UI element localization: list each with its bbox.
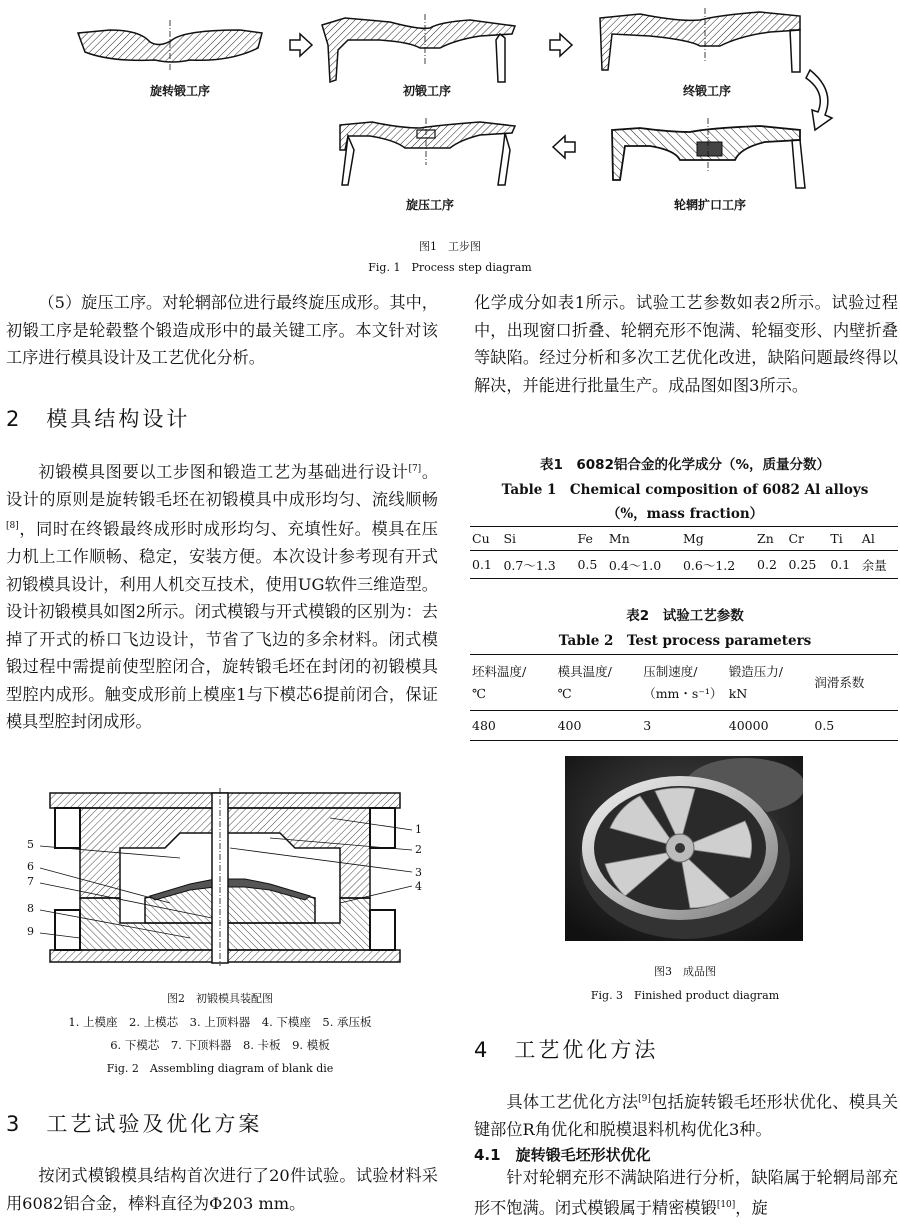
fig1-caption-cn: 图1 工步图 bbox=[419, 240, 481, 253]
step-final-forging-shape bbox=[600, 8, 800, 72]
table-header-cell: Mn bbox=[608, 531, 630, 546]
para-optimization-methods: 具体工艺优化方法[9]包括旋转锻毛坯形状优化、模具关键部位R角优化和脱模退料机构优化3种。 bbox=[474, 1092, 899, 1139]
para-trial: 按闭式模锻模具结构首次进行了20件试验。试验材料采用6082铝合金，棒料直径为Φ203 mm。 bbox=[6, 1166, 438, 1213]
step-label-final-forging: 终锻工序 bbox=[682, 84, 731, 98]
table-cell: 0.2 bbox=[757, 557, 777, 572]
fig3-caption-en: Fig. 3 Finished product diagram bbox=[590, 989, 780, 1002]
table-cell: 0.1 bbox=[830, 557, 851, 572]
step-spin-forging-shape bbox=[78, 20, 262, 72]
table-cell: 480 bbox=[472, 718, 496, 733]
fig2-part-number-9: 9 bbox=[27, 925, 34, 938]
para-trial-continued: 化学成分如表1所示。试验工艺参数如表2所示。试验过程中，出现窗口折叠、轮辋充形不饱满、轮辐变形、内壁折叠等缺陷。经过分析和多次工艺优化改进，缺陷问题最终得以解决，并能进行批量生产。成品图如图3所示。 bbox=[474, 293, 898, 395]
table-cell: 0.5 bbox=[814, 718, 835, 733]
table-cell: 0.4～1.0 bbox=[608, 557, 662, 573]
table-header-cell: Cr bbox=[788, 531, 804, 546]
table-cell: 0.1 bbox=[472, 557, 492, 572]
step-preforging-shape bbox=[322, 14, 515, 82]
table2-caption-en: Table 2 Test process parameters bbox=[558, 633, 812, 649]
fig3-caption-cn: 图3 成品图 bbox=[654, 965, 716, 978]
step-rim-flaring-shape bbox=[612, 118, 805, 188]
table1-composition bbox=[470, 526, 898, 579]
step-label-spinning: 旋压工序 bbox=[405, 198, 454, 212]
fig2-part-number-5: 5 bbox=[27, 838, 34, 851]
table-header-cell: Fe bbox=[577, 531, 593, 546]
step-spinning-shape bbox=[340, 118, 515, 185]
table-cell: 0.6～1.2 bbox=[682, 557, 736, 573]
fig2-die-assembly-drawing bbox=[40, 788, 440, 968]
table1-caption-en: Table 1 Chemical composition of 6082 Al alloys bbox=[501, 482, 869, 498]
table-cell: 0.5 bbox=[577, 557, 598, 572]
table-header-cell: Zn bbox=[757, 531, 774, 546]
table1-caption-cn: 表1 6082铝合金的化学成分（%，质量分数） bbox=[540, 457, 830, 473]
table-cell: 余量 bbox=[861, 557, 887, 573]
table-row bbox=[470, 527, 898, 551]
para-spinning-step: （5）旋压工序。对轮辋部位进行最终旋压成形。其中，初锻工序是轮毂整个锻造成形中的最关键工序。本文针对该工序进行模具设计及工艺优化分析。 bbox=[6, 293, 438, 367]
table-header-cell: Si bbox=[503, 531, 516, 546]
table-header-cell: Al bbox=[861, 531, 875, 546]
fig2-part-number-8: 8 bbox=[27, 902, 34, 915]
table2-process-parameters bbox=[470, 654, 898, 741]
fig2-part-number-4: 4 bbox=[415, 880, 422, 893]
table-header-cell: 润滑系数 bbox=[814, 674, 865, 690]
section-4-title: 4 工艺优化方法 bbox=[474, 1038, 659, 1062]
fig2-part-number-2: 2 bbox=[415, 843, 422, 856]
fig2-caption-cn: 图2 初锻模具装配图 bbox=[167, 992, 273, 1005]
fig2-legend-line-1: 1. 上模座 2. 上模芯 3. 上顶料器 4. 下模座 5. 承压板 bbox=[68, 1015, 372, 1029]
table-header-cell: 压制速度/ （mm・s⁻¹） bbox=[643, 663, 723, 701]
step-label-preforging: 初锻工序 bbox=[402, 84, 451, 98]
table-row bbox=[470, 551, 898, 579]
section-3-title: 3 工艺试验及优化方案 bbox=[6, 1112, 263, 1136]
table-header-cell: Cu bbox=[472, 531, 490, 546]
table-header-cell: 坯料温度/ ℃ bbox=[472, 663, 527, 701]
table-header-cell: 模具温度/ ℃ bbox=[557, 663, 612, 701]
table-cell: 0.25 bbox=[788, 557, 817, 572]
table-row bbox=[470, 711, 898, 741]
table-header-cell: Mg bbox=[682, 531, 704, 546]
fig1-drawing bbox=[0, 0, 900, 225]
subsection-4-1-title: 4.1 旋转锻毛坯形状优化 bbox=[474, 1146, 651, 1164]
step-label-spin-forging: 旋转锻工序 bbox=[149, 84, 210, 98]
table-header-cell: Ti bbox=[830, 531, 843, 546]
para-die-design: 初锻模具图要以工步图和锻造工艺为基础进行设计[7]。设计的原则是旋转锻毛坯在初锻模具中成形均匀、流线顺畅[8]，同时在终锻最终成形时成形均匀、充填性好。模具在压力机上工作顺畅、稳定，安装方便。本次设计参考现有开式初锻模具设计，利用人机交互技术，使用UG软件三维造型。设计初锻模具如图2所示。闭式模锻与开式模锻的区别为：去掉了开式的桥口飞边设计，节省了飞边的多余材料。闭式模锻过程中需提前使型腔闭合，旋转锻毛坯在封闭的初锻模具型腔内成形。触变成形前上模座1与下模芯6提前闭合，保证模具型腔封闭成形。 bbox=[6, 462, 439, 732]
table-cell: 0.7～1.3 bbox=[503, 557, 556, 573]
table-cell: 400 bbox=[557, 718, 582, 733]
fig2-part-number-6: 6 bbox=[27, 860, 34, 873]
fig2-part-number-3: 3 bbox=[415, 866, 422, 879]
table-row bbox=[470, 655, 898, 711]
fig3-finished-wheel-photo bbox=[565, 756, 803, 941]
fig2-legend-line-2: 6. 下模芯 7. 下顶料器 8. 卡板 9. 模板 bbox=[110, 1038, 330, 1052]
fig2-part-number-1: 1 bbox=[415, 823, 422, 836]
section-2-title: 2 模具结构设计 bbox=[6, 407, 191, 431]
table2-caption-cn: 表2 试验工艺参数 bbox=[626, 608, 744, 624]
table-cell: 40000 bbox=[728, 718, 769, 733]
table-cell: 3 bbox=[643, 718, 652, 733]
table1-caption-en-unit: （%，mass fraction） bbox=[606, 506, 764, 522]
fig2-part-number-7: 7 bbox=[27, 875, 34, 888]
fig1-caption-en: Fig. 1 Process step diagram bbox=[368, 261, 532, 274]
step-label-rim-flaring: 轮辋扩口工序 bbox=[673, 198, 746, 212]
para-blank-shape-optimization: 针对轮辋充形不满缺陷进行分析，缺陷属于轮辋局部充形不饱满。闭式模锻属于精密模锻[10]，旋 bbox=[474, 1168, 898, 1217]
fig2-caption-en: Fig. 2 Assembling diagram of blank die bbox=[106, 1062, 334, 1075]
table-header-cell: 锻造压力/ kN bbox=[728, 663, 783, 701]
